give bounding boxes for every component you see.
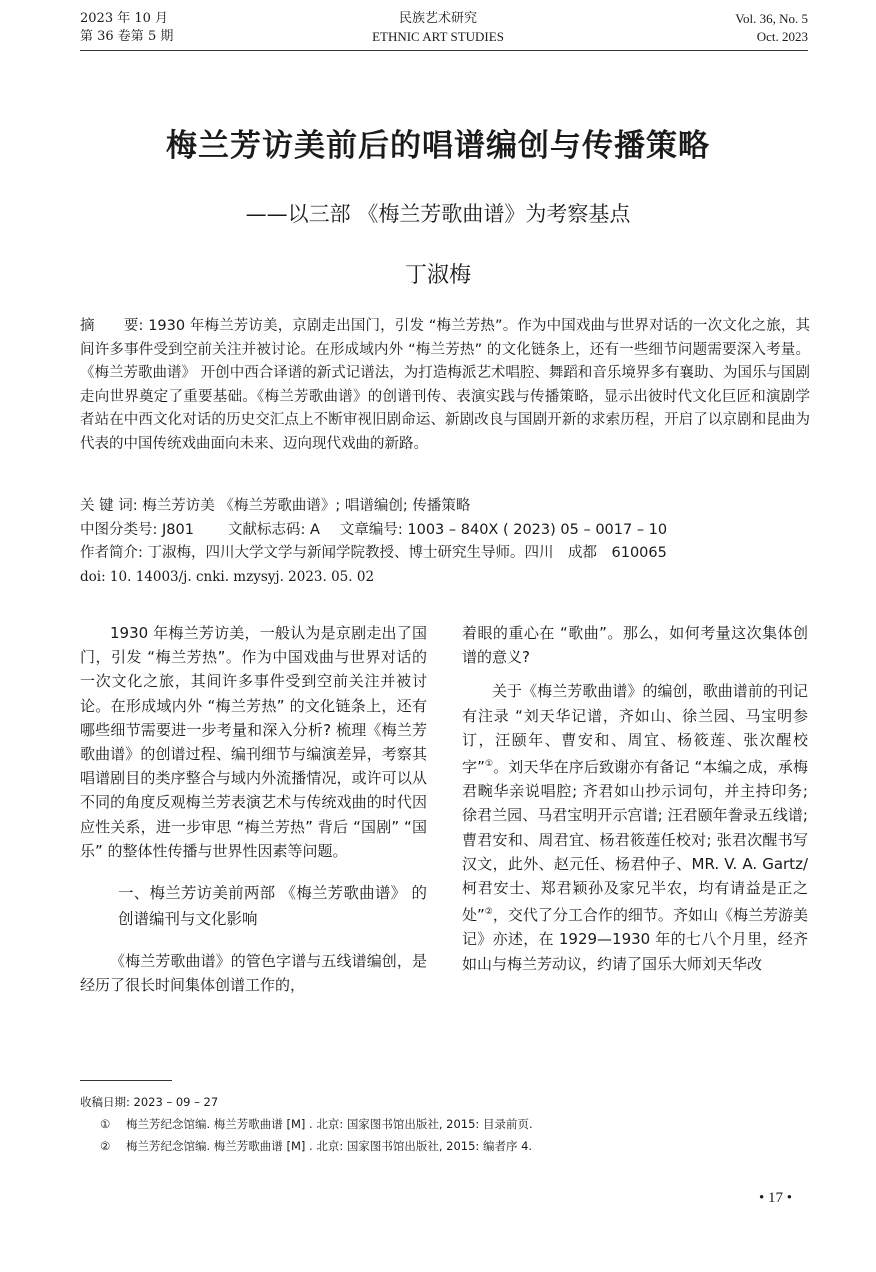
header-right bbox=[735, 10, 808, 46]
footnote-rule bbox=[80, 1080, 172, 1081]
abstract-text: 1930 年梅兰芳访美，京剧走出国门，引发 “梅兰芳热”。作为中国戏曲与世界对话的一次文化之旅，其间许多事件受到空前关注并被讨论。在形成域内外 “梅兰芳热” 的文化链条上，还有一些细节问题需要深入考量。《梅兰芳歌曲谱》 开创中西合译谱的新式记谱法，为打造梅派艺术唱腔、舞蹈和音乐境界多有襄助、为国乐与国剧走向世界奠定了重要基础。《梅兰芳歌曲谱》的创谱刊传、表演实践与传播策略，显示出彼时代文化巨匠和演剧学者站在中西文化对话的历史交汇点上不断审视旧剧命运、新剧改良与国剧开新的求索历程，开启了以京剧和昆曲为代表的中国传统戏曲面向未来、迈向现代戏曲的新路。 bbox=[80, 318, 811, 452]
footnote-mark: ② bbox=[100, 1139, 111, 1153]
doi: doi: 10. 14003/j. cnki. mzysyj. 2023. 05. 02 bbox=[80, 568, 375, 585]
footnote bbox=[100, 1116, 533, 1132]
author-info-line bbox=[80, 542, 810, 566]
article-subtitle: ——以三部 《梅兰芳歌曲谱》为考察基点 bbox=[245, 202, 631, 226]
header-left bbox=[80, 10, 173, 46]
paragraph-text: ，交代了分工合作的细节。齐如山《梅兰芳游美记》亦述，在 1929—1930 年的七八个月里，经齐如山与梅兰芳动议，约请了国乐大师刘天华改 bbox=[462, 906, 808, 973]
footnote bbox=[100, 1138, 532, 1154]
footnote-ref[interactable]: ① bbox=[484, 759, 494, 770]
footnote-text: 梅兰芳纪念馆编. 梅兰芳歌曲谱 [M] . 北京: 国家图书馆出版社, 2015: 目录前页. bbox=[126, 1117, 533, 1131]
body-paragraph bbox=[462, 679, 808, 975]
keywords: 梅兰芳访美 《梅兰芳歌曲谱》; 唱谱编创; 传播策略 bbox=[137, 498, 471, 514]
issue-volume: 第 36 卷第 5 期 bbox=[80, 29, 174, 44]
received-date: 收稿日期: 2023 – 09 – 27 bbox=[80, 1095, 219, 1109]
header-rule bbox=[80, 50, 808, 51]
body-paragraph: 《梅兰芳歌曲谱》的管色字谱与五线谱编创，是经历了很长时间集体创谱工作的， bbox=[80, 952, 427, 995]
author-info-label: 作者简介: bbox=[80, 545, 143, 561]
section-heading: 一、梅兰芳访美前两部 《梅兰芳歌曲谱》 的创谱编刊与文化影响 bbox=[118, 884, 427, 929]
classification-line bbox=[80, 519, 810, 543]
clc-value: J801 bbox=[157, 521, 194, 538]
body-column-left bbox=[80, 621, 427, 997]
footnote-ref[interactable]: ② bbox=[484, 907, 493, 918]
abstract bbox=[80, 315, 810, 456]
footnote-mark: ① bbox=[100, 1117, 111, 1131]
volume-en: Vol. 36, No. 5 bbox=[735, 11, 808, 26]
paragraph-text: 关于《梅兰芳歌曲谱》的编创，歌曲谱前的刊记有注录 “刘天华记谱，齐如山、徐兰园、马宝明参订，汪颐年、曹安和、周宜、杨筱莲、张次醒校字” bbox=[462, 682, 808, 777]
keywords-label: 关 键 词: bbox=[80, 498, 138, 514]
paragraph-text: 。刘天华在序后致谢亦有备记 “本编之成，承梅君畹华亲说唱腔; 齐君如山抄示词句，并主持印务; 徐君兰园、马君宝明开示宫谱; 汪君颐年誊录五线谱; 曹君安和、周君宜、杨君筱莲任校对; 张君次醒书写汉文，此外、赵元任、杨君仲子、MR. V. A. Gartz/柯君安士、郑君颖孙及家兄半农，均有请益是正之处” bbox=[462, 758, 808, 925]
body-paragraph: 1930 年梅兰芳访美，一般认为是京剧走出了国门，引发 “梅兰芳热”。作为中国戏曲与世界对话的一次文化之旅，其间许多事件受到空前关注并被讨论。在形成域内外 “梅兰芳热” 的文化链条上，还有哪些细节需要进一步考量和深入分析? 梳理《梅兰芳歌曲谱》的创谱过程、编刊细节与编演差异，考察其唱谱剧目的类序整合与域内外流播情况，或许可以从不同的角度反观梅兰芳表演艺术与传统戏曲的时代因应性关系，进一步审思 “梅兰芳热” 背后 “国剧” “国乐” 的整体性传播与世界性因素等问题。 bbox=[80, 624, 427, 860]
articleno-label: 文章编号: bbox=[339, 521, 403, 538]
body-paragraph: 着眼的重心在 “歌曲”。那么，如何考量这次集体创谱的意义? bbox=[462, 624, 808, 667]
author-info: 丁淑梅，四川大学文学与新闻学院教授、博士研究生导师。四川 成都 610065 bbox=[142, 545, 667, 561]
journal-name-cn: 民族艺术研究 bbox=[398, 11, 477, 26]
article-title: 梅兰芳访美前后的唱谱编创与传播策略 bbox=[166, 128, 710, 164]
articleno-value: 1003 – 840X ( 2023) 05 – 0017 – 10 bbox=[402, 521, 668, 538]
footnote-text: 梅兰芳纪念馆编. 梅兰芳歌曲谱 [M] . 北京: 国家图书馆出版社, 2015: 编者序 4. bbox=[126, 1139, 533, 1153]
page-number: • 17 • bbox=[758, 1190, 792, 1206]
issue-date: 2023 年 10 月 bbox=[80, 11, 169, 26]
article-meta bbox=[80, 495, 810, 589]
clc-label: 中图分类号: bbox=[80, 521, 158, 538]
doccode-value: A bbox=[305, 521, 320, 538]
date-en: Oct. 2023 bbox=[756, 29, 808, 44]
abstract-label: 摘 要: bbox=[80, 318, 144, 334]
doccode-label: 文献标志码: bbox=[227, 521, 306, 538]
body-column-right bbox=[462, 621, 808, 976]
keywords-line bbox=[80, 495, 810, 519]
header-center bbox=[300, 10, 576, 46]
journal-name-en: ETHNIC ART STUDIES bbox=[372, 29, 504, 44]
article-author: 丁淑梅 bbox=[404, 263, 471, 288]
